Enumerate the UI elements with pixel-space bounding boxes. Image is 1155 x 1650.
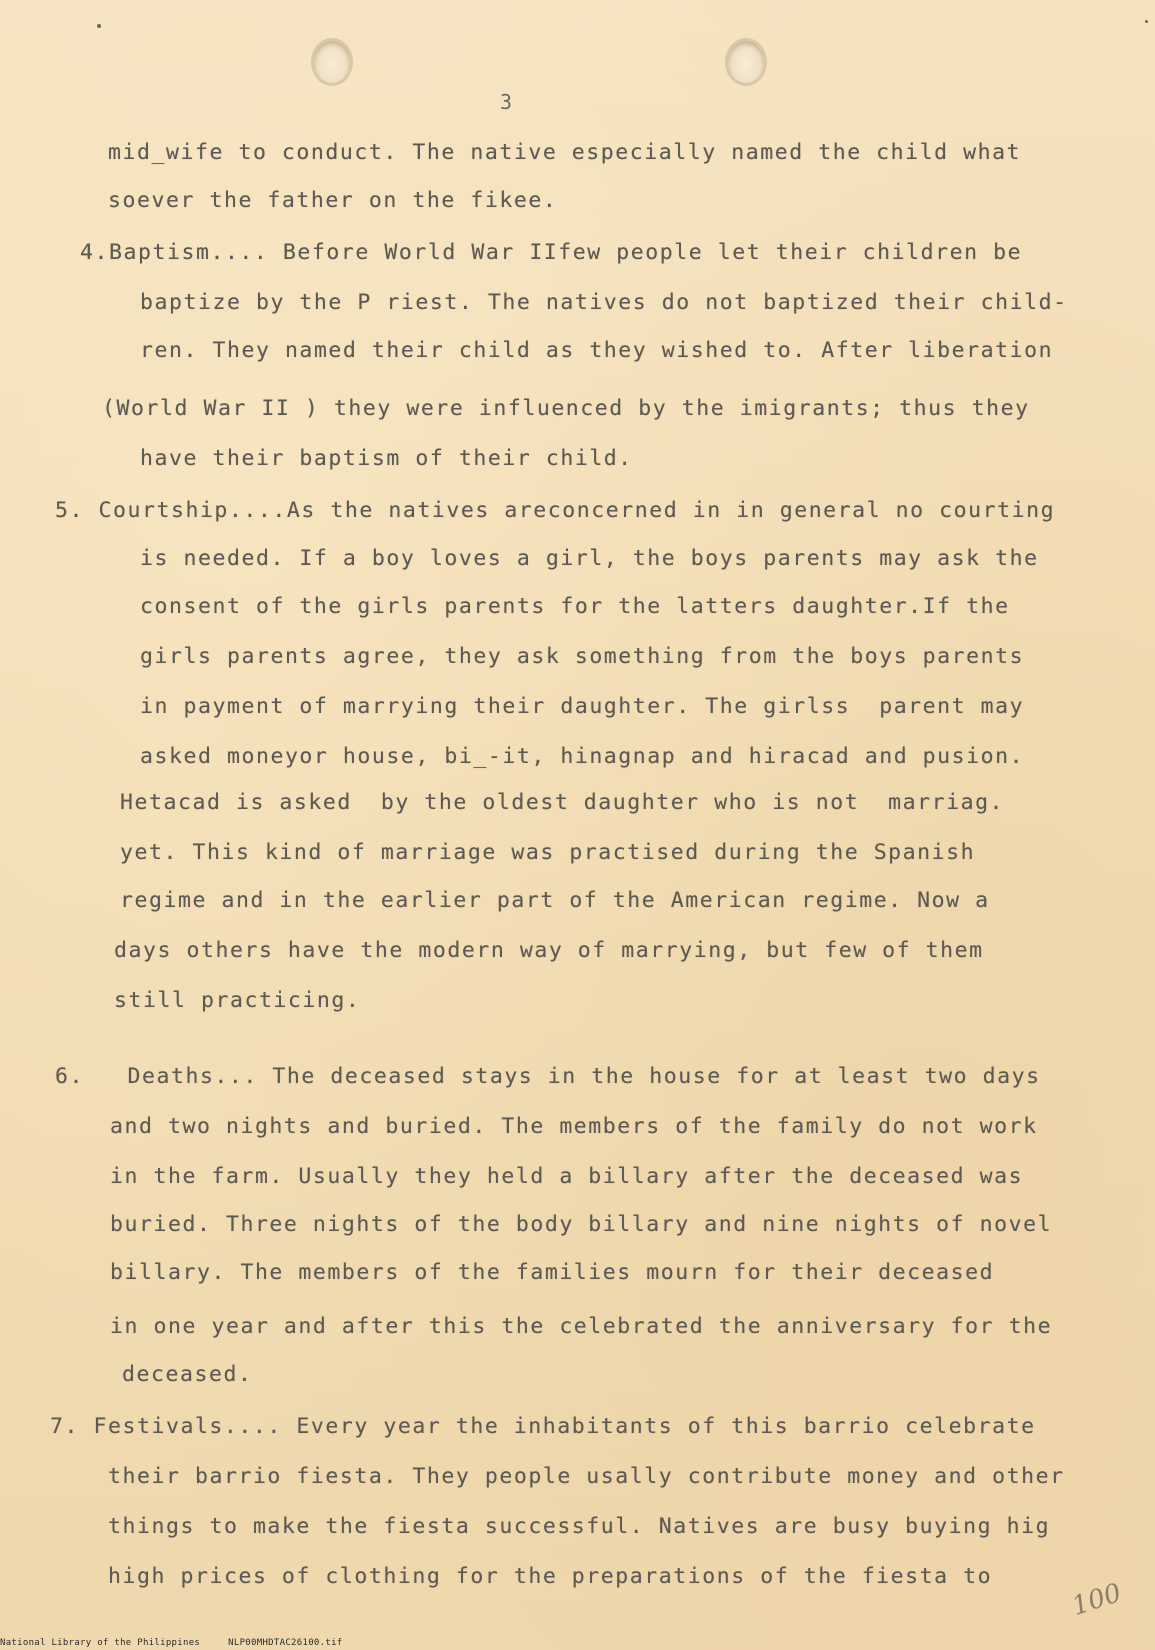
text-line: 5. Courtship....As the natives areconcerned in in general no courting: [55, 498, 1056, 523]
footer-library: National Library of the Philippines: [0, 1638, 201, 1648]
archive-footer: [0, 1638, 343, 1648]
punch-hole-left: [311, 38, 353, 86]
text-line: mid_wife to conduct. The native especially named the child what: [108, 140, 1022, 165]
ink-speck: [1145, 20, 1148, 23]
text-line: asked moneyor house, bi_-it, hinagnap and hiracad and pusion.: [140, 744, 1025, 769]
text-line: high prices of clothing for the preparations of the fiesta to: [108, 1564, 993, 1589]
text-line: girls parents agree, they ask something from the boys parents: [140, 644, 1025, 669]
text-line: in payment of marrying their daughter. The girlss parent may: [140, 694, 1025, 719]
page-number: 3: [500, 90, 513, 114]
text-line: and two nights and buried. The members of the family do not work: [110, 1114, 1038, 1139]
text-line: 4.Baptism.... Before World War IIfew people let their children be: [80, 240, 1023, 265]
text-line: in the farm. Usually they held a billary after the deceased was: [110, 1164, 1024, 1189]
text-line: buried. Three nights of the body billary and nine nights of novel: [110, 1212, 1053, 1237]
text-line: (World War II ) they were influenced by the imigrants; thus they: [102, 396, 1030, 421]
text-line: 7. Festivals.... Every year the inhabitants of this barrio celebrate: [50, 1414, 1036, 1439]
text-line: deceased.: [122, 1362, 253, 1387]
text-line: days others have the modern way of marrying, but few of them: [114, 938, 984, 963]
text-line: 6. Deaths... The deceased stays in the house for at least two days: [55, 1064, 1041, 1089]
text-line: their barrio fiesta. They people usally contribute money and other: [108, 1464, 1065, 1489]
text-line: in one year and after this the celebrated the anniversary for the: [110, 1314, 1053, 1339]
text-line: consent of the girls parents for the latters daughter.If the: [140, 594, 1010, 619]
punch-hole-right: [725, 38, 767, 86]
text-line: yet. This kind of marriage was practised during the Spanish: [120, 840, 976, 865]
text-line: still practicing.: [114, 988, 361, 1013]
text-line: baptize by the P riest. The natives do not baptized their child-: [140, 290, 1068, 315]
pencil-annotation: 100: [1068, 1578, 1126, 1622]
text-line: have their baptism of their child.: [140, 446, 633, 471]
text-line: soever the father on the fikee.: [108, 188, 558, 213]
ink-speck: [97, 24, 101, 28]
text-line: is needed. If a boy loves a girl, the boys parents may ask the: [140, 546, 1039, 571]
text-line: regime and in the earlier part of the American regime. Now a: [120, 888, 990, 913]
text-line: ren. They named their child as they wished to. After liberation: [140, 338, 1054, 363]
text-line: Hetacad is asked by the oldest daughter who is not marriag.: [120, 790, 1005, 815]
footer-reference: NLP00MHDTAC26100.tif: [228, 1638, 343, 1648]
text-line: billary. The members of the families mourn for their deceased: [110, 1260, 995, 1285]
text-line: things to make the fiesta successful. Natives are busy buying hig: [108, 1514, 1051, 1539]
